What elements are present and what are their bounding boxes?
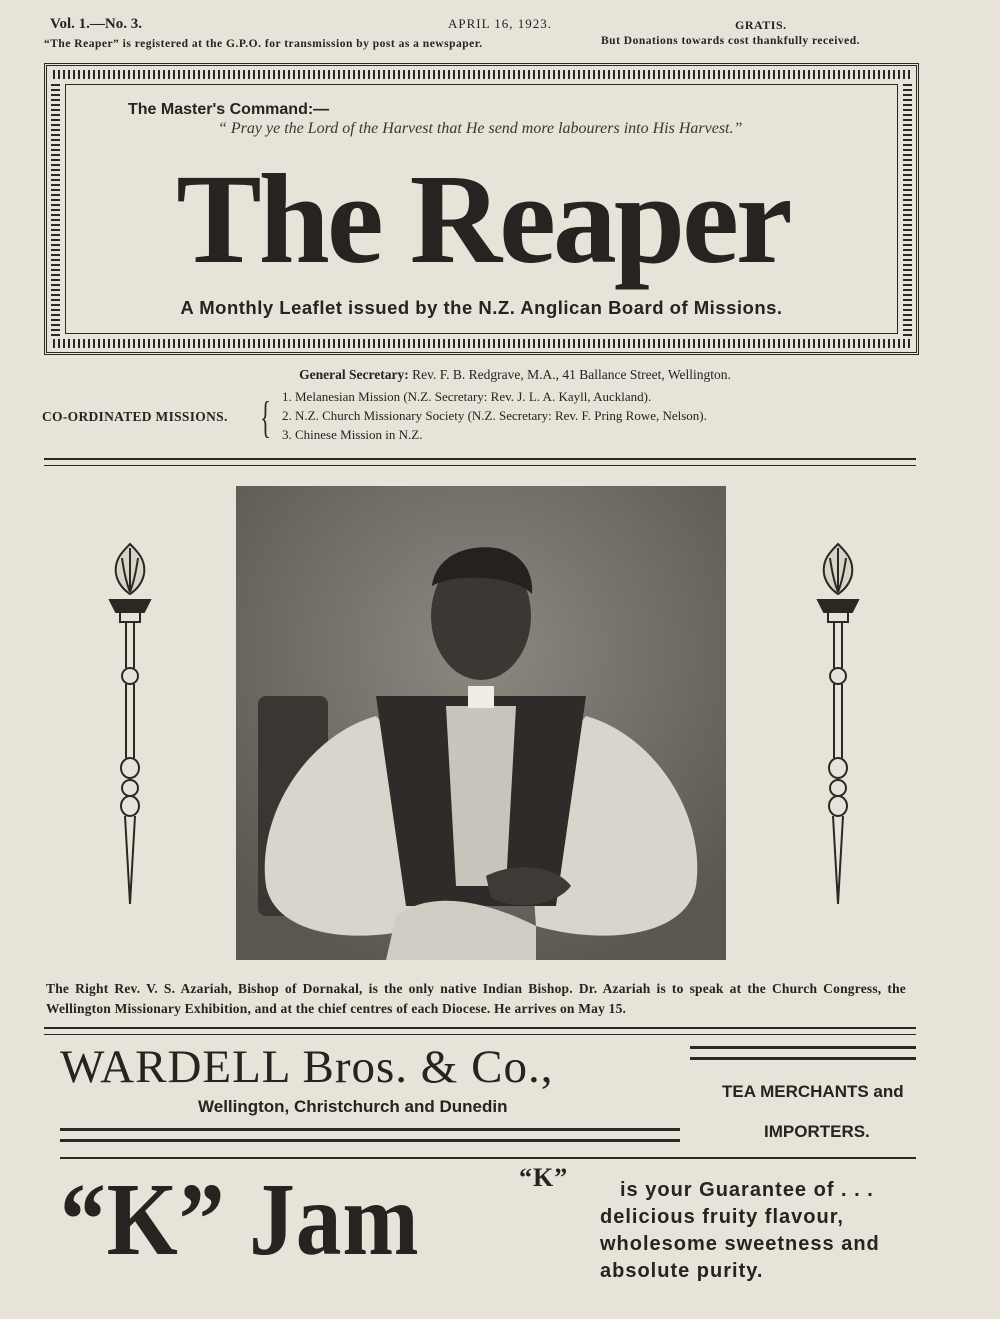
tea-merchants-line: TEA MERCHANTS and	[722, 1082, 904, 1101]
bishop-portrait-photo	[236, 486, 726, 960]
ad-rule	[60, 1128, 680, 1142]
ornamental-border-top	[53, 70, 910, 79]
mission-item: 2. N.Z. Church Missionary Society (N.Z. Secretary: Rev. F. Pring Rowe, Nelson).	[282, 408, 707, 423]
donations-note: But Donations towards cost thankfully received.	[601, 35, 861, 47]
coordinated-missions-label: CO-ORDINATED MISSIONS.	[42, 409, 228, 424]
prayer-quote: “ Pray ye the Lord of the Harvest that He send more labourers into His Harvest.”	[218, 120, 743, 137]
general-secretary	[0, 367, 1000, 383]
torch-ornament-left-icon	[104, 538, 156, 908]
gratis-label: GRATIS.	[735, 18, 787, 32]
photo-caption: The Right Rev. V. S. Azariah, Bishop of Dornakal, is the only native Indian Bishop. Dr. Azariah is to speak at the Church Congress, the Wellington Missionary Exhibition, and at the chief centres of each Diocese. He arrives on May 15.	[46, 981, 906, 1016]
k-jam-line: delicious fruity flavour,	[600, 1206, 844, 1228]
wardell-brand: WARDELL Bros. & Co.,	[60, 1041, 554, 1093]
ornamental-border-bottom	[53, 339, 910, 348]
ornamental-border-right	[903, 82, 912, 336]
k-jam-line: absolute purity.	[600, 1260, 764, 1282]
k-jam-headline: “K” Jam	[60, 1162, 420, 1277]
masters-command: The Master's Command:—	[128, 101, 330, 118]
secretary-text: Rev. F. B. Redgrave, M.A., 41 Ballance Street, Wellington.	[412, 367, 731, 382]
ad-rule	[690, 1046, 916, 1060]
newspaper-title: The Reaper	[176, 148, 790, 290]
k-mark: “K”	[519, 1163, 569, 1192]
volume-number: Vol. 1.—No. 3.	[50, 16, 142, 32]
section-rule	[44, 458, 916, 466]
torch-ornament-right-icon	[812, 538, 864, 908]
issue-date: APRIL 16, 1923.	[447, 16, 553, 31]
secretary-label: General Secretary:	[299, 367, 409, 382]
k-jam-line: wholesome sweetness and	[600, 1233, 880, 1255]
k-jam-line: is your Guarantee of . . .	[620, 1179, 874, 1201]
brace-glyph: {	[260, 393, 271, 442]
registration-note: “The Reaper” is registered at the G.P.O. for transmission by post as a newspaper.	[44, 38, 483, 50]
newspaper-subtitle: A Monthly Leaflet issued by the N.Z. Anglican Board of Missions.	[180, 297, 783, 318]
ornamental-border-left	[51, 82, 60, 336]
section-rule	[44, 1027, 916, 1035]
mission-item: 1. Melanesian Mission (N.Z. Secretary: Rev. J. L. A. Kayll, Auckland).	[282, 389, 652, 404]
importers-line: IMPORTERS.	[764, 1122, 870, 1141]
mission-item: 3. Chinese Mission in N.Z.	[282, 427, 423, 442]
wardell-cities: Wellington, Christchurch and Dunedin	[198, 1097, 508, 1116]
